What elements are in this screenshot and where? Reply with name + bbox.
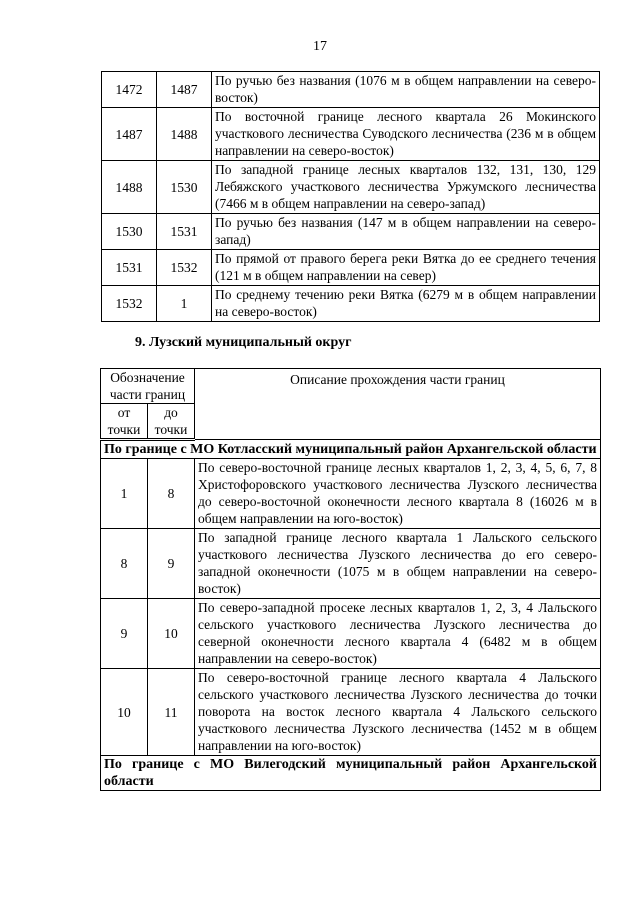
to-point: 1530 — [157, 161, 212, 214]
designation-header: Обозначение части границ — [101, 369, 195, 404]
from-point: 1 — [101, 459, 148, 529]
from-point: 10 — [101, 669, 148, 756]
boundary-description: По западной границе лесного квартала 1 Лальского сельского участкового лесничества Лузского лесничества до его северо-западной оконечности (1075 м в общем направлении на северо-восток) — [195, 529, 601, 599]
table-row — [101, 669, 601, 756]
page-number: 17 — [313, 39, 327, 54]
section-title: 9. Лузский муниципальный округ — [135, 335, 352, 350]
to-point: 9 — [148, 529, 195, 599]
boundary-description: По ручью без названия (147 м в общем направлении на северо-запад) — [212, 214, 600, 250]
boundary-description: По прямой от правого берега реки Вятка до ее среднего течения (121 м в общем направлении на север) — [212, 250, 600, 286]
from-point: 8 — [101, 529, 148, 599]
boundary-group-row — [101, 440, 601, 459]
boundary-description: По ручью без названия (1076 м в общем направлении на северо-восток) — [212, 72, 600, 108]
table-row — [102, 72, 600, 108]
boundary-description: По северо-восточной границе лесных кварталов 1, 2, 3, 4, 5, 6, 7, 8 Христофоровского участкового лесничества Лузского лесничества до северо-восточной оконечности лесного квартала 8 (16026 м в общем направлении на юго-восток) — [195, 459, 601, 529]
boundary-description: По северо-западной просеке лесных кварталов 1, 2, 3, 4 Лальского сельского участкового лесничества Лузского лесничества до северной оконечности лесного квартала 4 (6482 м в общем направлении на северо-восток) — [195, 599, 601, 669]
boundary-group-row — [101, 756, 601, 791]
from-point: 1472 — [102, 72, 157, 108]
table-row — [102, 214, 600, 250]
table-header-row — [101, 369, 601, 404]
boundary-group-title: По границе с МО Котласский муниципальный район Архангельской области — [101, 440, 601, 459]
luza-boundary-table — [100, 368, 601, 791]
description-header: Описание прохождения части границ — [195, 369, 601, 440]
boundary-description: По восточной границе лесного квартала 26 Мокинского участкового лесничества Суводского лесничества (236 м в общем направлении на северо-восток) — [212, 108, 600, 161]
from-point: 9 — [101, 599, 148, 669]
boundary-group-title: По границе с МО Вилегодский муниципальный район Архангельской области — [101, 756, 601, 791]
from-point: 1530 — [102, 214, 157, 250]
to-point: 1487 — [157, 72, 212, 108]
from-point: 1531 — [102, 250, 157, 286]
to-point: 1488 — [157, 108, 212, 161]
boundary-table-continued — [101, 71, 600, 322]
to-point: 11 — [148, 669, 195, 756]
to-point-header: до точки — [148, 404, 195, 440]
table-row — [101, 459, 601, 529]
boundary-description: По северо-восточной границе лесного квартала 4 Лальского сельского участкового лесничества Лузского лесничества до точки поворота на восток лесного квартала 4 Лальского сельского участкового лесничества Лузского лесничества (1452 м в общем направлении на юго-восток) — [195, 669, 601, 756]
to-point: 1532 — [157, 250, 212, 286]
table-row — [102, 250, 600, 286]
table-row — [102, 108, 600, 161]
to-point: 8 — [148, 459, 195, 529]
boundary-description: По западной границе лесных кварталов 132, 131, 130, 129 Лебяжского участкового лесничества Уржумского лесничества (7466 м в общем направлении на северо-запад) — [212, 161, 600, 214]
to-point: 1 — [157, 286, 212, 322]
from-point: 1488 — [102, 161, 157, 214]
table-row — [102, 286, 600, 322]
from-point: 1487 — [102, 108, 157, 161]
table-row — [101, 599, 601, 669]
to-point: 1531 — [157, 214, 212, 250]
from-point: 1532 — [102, 286, 157, 322]
table-row — [101, 529, 601, 599]
boundary-description: По среднему течению реки Вятка (6279 м в общем направлении на северо-восток) — [212, 286, 600, 322]
to-point: 10 — [148, 599, 195, 669]
table-row — [102, 161, 600, 214]
from-point-header: от точки — [101, 404, 148, 440]
